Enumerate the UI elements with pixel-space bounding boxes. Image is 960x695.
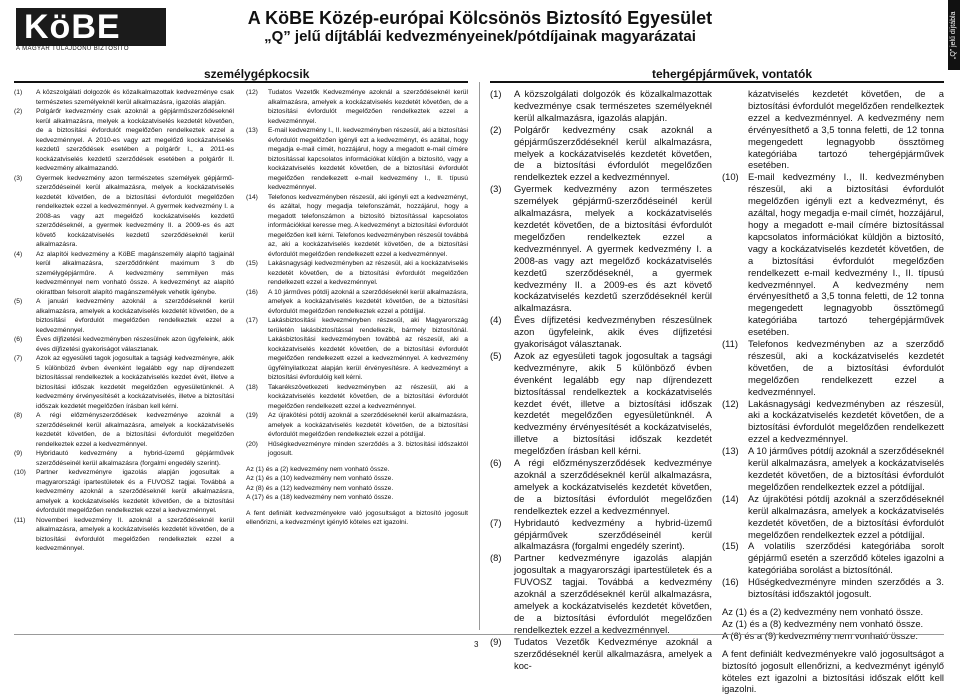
item-text: Lakásbiztosítási kedvezményben részesül, aki Magyarország területén lakásbiztosítással rendelkezik, bármely biztosítónál. Lakásbiztosítási kedvezményben továbbá az részesül, aki a kockázatviselés kezdetét követően, de a biztosítási évfordulót megelőzően rendelkezett ezzel a kedvezménnyel. A kedvezmény ügyfélnyilatkozat alapján kerül érvényesítésre. A kedvezményt a biztosítási évfordulóig kell kérni. (268, 317, 468, 381)
item-number: (3) (14, 174, 23, 182)
side-tab-label: „Q” jelű díjtábla (948, 0, 960, 70)
combination-note: A (6) és a (9) kedvezmény nem vonható össze. (722, 629, 918, 641)
item-number: (12) (722, 397, 739, 409)
list-item (722, 398, 944, 446)
item-number: (3) (490, 183, 502, 195)
item-text: A régi előzményszerződések kedvezménye azoknál a szerződéseknél kerül alkalmazásra, amelyek a kockázatviselés kezdetét követően, de a biztosítási évfordulót megelőzően rendelkeztek ezzel a kedvezménnyel. (514, 457, 712, 516)
item-text: A régi előzményszerződések kedvezménye azoknál a szerződéseknél kerül alkalmazásra, amelyek a kockázatviselés kezdetét követően, de a biztosítási évfordulót megelőzően rendelkeztek ezzel a kedvezménnyel. (36, 412, 234, 448)
item-number: (12) (246, 89, 258, 96)
item-text: A 10 járműves pótdíj azoknál a szerződéseknél kerül alkalmazásra, amelyek a kockázatviselés kezdetét követően, de a biztosítási évfordulót megelőzően rendelkeztek ezzel a pótdíjjal. (748, 445, 944, 492)
list-item (14, 516, 234, 554)
item-text: Az újrakötési pótdíj azoknál a szerződéseknél kerül alkalmazásra, amelyek a kockázatviselés kezdetét követően, de a biztosítási évfordulót megelőzően rendelkeztek ezzel a pótdíjjal. (748, 492, 944, 540)
item-text: Éves díjfizetési kedvezményben részesülnek azon ügyfeleink, akik éves díjfizetési gyakoriságot választanak. (514, 314, 712, 350)
item-number: (18) (246, 383, 258, 391)
list-item (490, 350, 712, 457)
list-item (246, 88, 468, 126)
combination-note: A (17) és a (18) kedvezmény nem vonható össze. (246, 494, 394, 501)
list-item (722, 576, 944, 600)
item-number: (19) (246, 412, 258, 419)
item-number: (6) (490, 457, 502, 469)
list-item (490, 314, 712, 350)
list-item (490, 552, 712, 635)
verification-note: A fent definiált kedvezményekre való jogosultságot a biztosító jogosult ellenőrizni, a kedvezményt igénylő köteles ezt igazolni a biztosítási időszak előtt kell igazolni. (722, 647, 944, 695)
list-item (722, 493, 944, 541)
combination-note: Az (1) és a (10) kedvezmény nem vonható össze. (246, 475, 394, 482)
document-title: A KöBE Közép-európai Kölcsönös Biztosító Egyesület (247, 8, 713, 28)
list-item (14, 468, 234, 516)
item-number: (8) (490, 552, 502, 564)
verification-note: A fent definiált kedvezményekre való jogosultságot a biztosító jogosult ellenőrizni, a kedvezményt igénylő köteles ezt igazolni. (246, 509, 468, 526)
combination-note: Az (8) és a (12) kedvezmény nem vonható össze. (246, 484, 394, 492)
item-number (722, 88, 748, 171)
item-number: (9) (490, 635, 502, 647)
item-text: Azok az egyesületi tagok jogosultak a tagsági kedvezményre, akik 5 különböző évben évenként legalább egy nap díjrendezett biztosítással rendelkeztek a kockázatviselés kezdet évét, illetve a biztosítási időszak kezdetét megelőzően egyesületünknél. A kedvezmény érvényesítését a kockázatviselés, illetve a biztosítási időszak kezdetét megelőzően írásban kell kérni. (36, 355, 234, 410)
list-item (246, 259, 468, 288)
item-number: (15) (722, 540, 739, 552)
list-item (246, 193, 468, 260)
list-item (490, 517, 712, 553)
list-item (722, 171, 944, 338)
item-text: A közszolgálati dolgozók és közalkalmazottak kedvezménye csak természetes személyeknél kerül alkalmazásra, igazolás alapján. (36, 89, 234, 106)
item-text: Éves díjfizetési kedvezményben részesülnek azon ügyfeleink, akik éves díjfizetési gyakoriságot választanak. (36, 336, 234, 353)
item-number: (6) (14, 336, 23, 343)
combination-note: Az (1) és a (8) kedvezmény nem vonható össze. (722, 617, 924, 629)
list-item (246, 411, 468, 440)
item-number: (14) (246, 193, 258, 201)
item-number: (5) (490, 349, 502, 361)
item-text: Hűségkedvezményre minden szerződés a 3. biztosítási időszaktól jogosult. (748, 576, 944, 600)
list-item (14, 449, 234, 468)
item-number: (4) (14, 250, 23, 258)
item-text: Az újrakötési pótdíj azoknál a szerződéseknél kerül alkalmazásra, amelyek a kockázatviselés kezdetét követően, de a biztosítási évfordulót megelőzően rendelkeztek ezzel a pótdíjjal. (268, 412, 468, 438)
item-text: E-mail kedvezmény I., II. kedvezményben részesül, aki a biztosítási évfordulót megelőzően igényli ezt a kedvezményt, és azáltal, hogy megadja e-mail címét, hozzájárul, hogy a megadott e-mail címére biztosítással kapcsolatos információkat küldjön a biztosító, vagy a kockázatviselés kezdetét követően, de a biztosítási évfordulót megelőzően rendelkezett e-mail kedvezmény I., II. típusú kedvezménnyel. A kedvezmény nem érvényesíthető a 3,5 tonna feletti, de 12 tonna megengedett legnagyobb össztömegű kategóriába tartozó tehergépjárművek esetében. (748, 171, 944, 338)
item-text: Partner kedvezményre igazolás alapján jogosultak a magyarországi ipartestületek és a FUVOSZ tagjai. Továbbá a kedvezmény azoknál a szerződéseknél kerül alkalmazásra, amelyek a kockázatviselés kezdetét követően, de a biztosítási évfordulót megelőzően rendelkeztek ezzel a kedvezménnyel. (514, 552, 712, 635)
page-number: 3 (474, 640, 479, 649)
list-item (14, 250, 234, 298)
item-text: Telefonos kedvezményben az a szerződő részesül, aki a kockázatviselés kezdetét követően, de a biztosítási évfordulót megelőzően rendelkezett ezzel a kedvezménnyel. (748, 338, 944, 397)
list-item (490, 124, 712, 184)
item-text: Takarékszövetkezeti kedvezményben az részesül, aki a kockázatviselés kezdetét követően, de a biztosítási évfordulót megelőzően rendelkezett ezzel a kedvezménnyel. (268, 383, 468, 410)
item-text: A 10 járműves pótdíj azoknál a szerződéseknél kerül alkalmazásra, amelyek a kockázatviselés kezdetét követően, de a biztosítási évfordulót megelőzően rendelkeztek ezzel a pótdíjjal. (268, 288, 468, 315)
item-number: (1) (490, 88, 502, 99)
item-number: (2) (490, 123, 502, 135)
item-text: kázatviselés kezdetét követően, de a biztosítási évfordulót megelőzően rendelkeztek ezzel a kedvezménnyel. A kedvezmény nem érvényesíthető a 3,5 tonna feletti, de 12 tonna megengedett legnagyobb össztömeg kategóriába tartozó tehergépjárművek esetében. (748, 88, 944, 171)
item-text: Azok az egyesületi tagok jogosultak a tagsági kedvezményre, akik 5 különböző évben évenként legalább egy nap díjrendezett biztosítással rendelkeztek a kockázatviselés kezdet évét, illetve a biztosítási időszak kezdetét megelőzően egyesületünknél. A kedvezmény érvényesítését a kockázatviselés, illetve a biztosítási időszak kezdetét megelőzően írásban kell kérni. (514, 349, 712, 457)
item-number: (4) (490, 314, 502, 326)
list-item (14, 88, 234, 107)
section-heading-trucks: tehergépjárművek, vontatók (652, 67, 813, 81)
list-item (490, 88, 712, 124)
section-rule-right (490, 81, 944, 83)
item-text: Hűségkedvezményre minden szerződés a 3. biztosítási időszaktól jogosult. (268, 440, 468, 457)
item-number: (1) (14, 89, 23, 96)
list-item (246, 383, 468, 412)
item-number: (15) (246, 260, 258, 267)
logo-tagline: A MAGYAR TULAJDONÚ BIZTOSÍTÓ (16, 46, 129, 52)
item-number: (11) (14, 516, 26, 524)
item-number: (11) (722, 338, 738, 350)
item-text: Partner kedvezményre igazolás alapján jogosultak a magyarországi ipartestületek és a FUVOSZ tagjai. Továbbá a kedvezmény azoknál a szerződéseknél kerül alkalmazásra, amelyek a kockázatviselés kezdetét követően, de a biztosítási évfordulót megelőzően rendelkeztek ezzel a kedvezménnyel. (36, 469, 234, 514)
item-text: E-mail kedvezmény I., II. kedvezményben részesül, aki a biztosítási évfordulót megelőzően igényli ezt a kedvezményt, és azáltal, hogy megadja e-mail címét, hozzájárul, hogy a megadott e-mail címére biztosítással kapcsolatos információkat küldjön a biztosító, vagy a kockázatviselés kezdetét követően, de a biztosítási évfordulót megelőzően rendelkezett e-mail kedvezmény I., II. típusú kedvezménnyel. (268, 127, 468, 191)
logo-text: KöBE (24, 8, 121, 46)
list-item (246, 316, 468, 383)
item-text: A közszolgálati dolgozók és közalkalmazottak kedvezménye csak természetes személyeknél kerül alkalmazásra, igazolás alapján. (514, 88, 712, 123)
trucks-column-2 (722, 88, 944, 695)
trucks-column-1 (490, 88, 712, 671)
cars-column-1 (14, 88, 234, 628)
footer-rule (14, 634, 944, 635)
item-number: (8) (14, 412, 23, 419)
document-subtitle: „Q” jelű díjtáblái kedvezményeinek/pótdíjainak magyarázatai (264, 28, 696, 45)
item-number: (13) (246, 127, 258, 134)
list-item (246, 288, 468, 317)
item-number: (2) (14, 108, 23, 115)
item-number: (10) (722, 171, 739, 183)
item-text: Hybridautó kedvezmény a hybrid-üzemű gépjárművek szerződéseinél kerül alkalmazásra (forgalmi engedély szerint). (36, 450, 234, 467)
list-item (490, 457, 712, 517)
list-item (490, 636, 712, 672)
item-text: Az alapítói kedvezmény a KöBE magánszemély alapító tagjainál kerül alkalmazásra, szerződőnként maximum 3 db személygépjárműre. A kedvezmény semmilyen más kedvezménnyel nem vonható össze. A kedvezményt az alapító okirattban felsorolt alapító magánszemélyek vehetik igénybe. (36, 250, 234, 296)
item-number: (13) (722, 445, 739, 457)
list-item (722, 338, 944, 398)
item-text: Lakásnagysági kedvezményben az részesül, aki a kockázatviselés kezdetét követően, de a biztosítási évfordulót megelőzően rendelkezett ezzel a kedvezménnyel. (268, 260, 468, 286)
item-number: (16) (246, 288, 258, 296)
column-divider (479, 82, 480, 630)
list-item (14, 297, 234, 335)
item-number: (7) (14, 355, 23, 362)
item-text: A januári kedvezmény azoknál a szerződéseknél kerül alkalmazásra, amelyek a kockázatviselés kezdetét követően, de a biztosítási évfordulót megelőzően rendelkeztek ezzel a kedvezménnyel. (36, 298, 234, 334)
item-number: (20) (246, 440, 258, 448)
list-item (722, 88, 944, 171)
combination-note: Az (1) és a (2) kedvezmény nem vonható össze. (246, 465, 390, 473)
item-number: (16) (722, 576, 739, 588)
item-text: Lakásnagysági kedvezményben az részesül, aki a kockázatviselés kezdetét követően, de a biztosítási évfordulót megelőzően rendelkezett ezzel a kedvezménnyel. (748, 397, 944, 445)
item-number: (7) (490, 516, 502, 528)
item-text: A volatilis szerződési kategóriába sorolt gépjármű esetén a szerződő köteles igazolni a kategóriába sorolást a biztosítónál. (748, 540, 944, 576)
item-text: Tudatos Vezetők Kedvezménye azoknál a szerződéseknél kerül alkalmazásra, amelyek a kockázatviselés kezdetét követően, de a biztosítási évfordulót megelőzően rendelkeztek ezzel a kedvezménnyel. (268, 89, 468, 125)
combination-note: Az (1) és a (2) kedvezmény nem vonható össze. (722, 605, 924, 617)
list-item (14, 335, 234, 354)
list-item (490, 183, 712, 314)
item-text: Hybridautó kedvezmény a hybrid-üzemű gépjárművek szerződéseinél kerül alkalmazásra (forgalmi engedély szerint). (514, 516, 712, 552)
item-number: (17) (246, 317, 258, 324)
item-text: Telefonos kedvezményben részesül, aki igényli ezt a kedvezményt, és azáltal, hogy megadja telefonszámát, hozzájárul, hogy a megadott telefonszámon a biztosító biztosítással kapcsolatos információkkal keresse meg. A kedvezményt a biztosítási évfordulót megelőzően kell kérni. Telefonos kedvezményben részesül továbbá az, aki a kockázatviselés kezdetét követően, de a biztosítási évfordulót megelőzően rendelkezett ezzel a kedvezménnyel. (268, 193, 468, 258)
list-item (246, 126, 468, 193)
item-text: Gyermek kedvezmény azon természetes személyek gépjármű-szerződéseinél kerül alkalmazásra, melyek a kockázatviselés kezdetét követően, de a biztosítási évfordulót megelőzően rendelkeztek ezzel a kedvezménnyel. A gyermek kedvezmény I. a 2008-as vagy azt megelőző kockázatviselés kezdetű szerződéseknél, a gyermek kedvezmény II. a 2009-es és azt követő kockázatviselés kezdetű szerződéseknél kerül alkalmazásra. (514, 183, 712, 314)
list-item (246, 440, 468, 459)
item-number: (14) (722, 492, 739, 504)
item-text: Tudatos Vezetők Kedvezménye azoknál a szerződéseknél kerül alkalmazásra, amelyek a koc- (514, 635, 712, 671)
item-number: (5) (14, 298, 23, 305)
item-text: Polgárőr kedvezmény csak azoknál a gépjárműszerződéseknél kerül alkalmazásra, melyek a kockázatviselés kezdetét követően, de a biztosítási évfordulót megelőzően rendelkeztek ezzel a kedvezménnyel. (514, 123, 712, 183)
list-item (722, 540, 944, 576)
item-number: (9) (14, 450, 23, 457)
list-item (14, 174, 234, 250)
section-rule-left (14, 81, 468, 83)
cars-column-2 (246, 88, 468, 628)
list-item (722, 445, 944, 493)
list-item (14, 107, 234, 174)
item-text: Gyermek kedvezmény azon természetes személyek gépjármű-szerződéseinél kerül alkalmazásra, melyek a kockázatviselés kezdetét követően, de a biztosítási évfordulót megelőzően rendelkeztek ezzel a kedvezménnyel. A gyermek kedvezmény I. a 2008-as vagy azt megelőző kockázatviselés kezdetű szerződéseknél, a gyermek kedvezmény II. a 2009-es és azt követő kockázatviselés kezdetű szerződéseknél kerül alkalmazásra. (36, 174, 234, 248)
item-number: (10) (14, 469, 26, 476)
section-heading-cars: személygépkocsik (204, 67, 310, 81)
item-text: Novemberi kedvezmény II. azoknál a szerződéseknél kerül alkalmazásra, amelyek a kockázatviselés kezdetét követően, de a biztosítási évfordulót megelőzően rendelkeztek ezzel a kedvezménnyel. (36, 516, 234, 552)
list-item (14, 411, 234, 449)
item-text: Polgárőr kedvezmény csak azoknál a gépjárműszerződéseknél kerül alkalmazásra, melyek a kockázatviselés kezdetét követően, de a biztosítási évfordulót megelőzően rendelkeztek ezzel a kedvezménnyel. A 2010-es vagy azt megelőző kockázatviselés kezdetű szerződések esetében a polgárőr I., a 2011-es kockázatviselés kezdetű szerződések esetében a polgárőr II. kedvezmény alkalmazandó. (36, 108, 234, 172)
list-item (14, 354, 234, 411)
